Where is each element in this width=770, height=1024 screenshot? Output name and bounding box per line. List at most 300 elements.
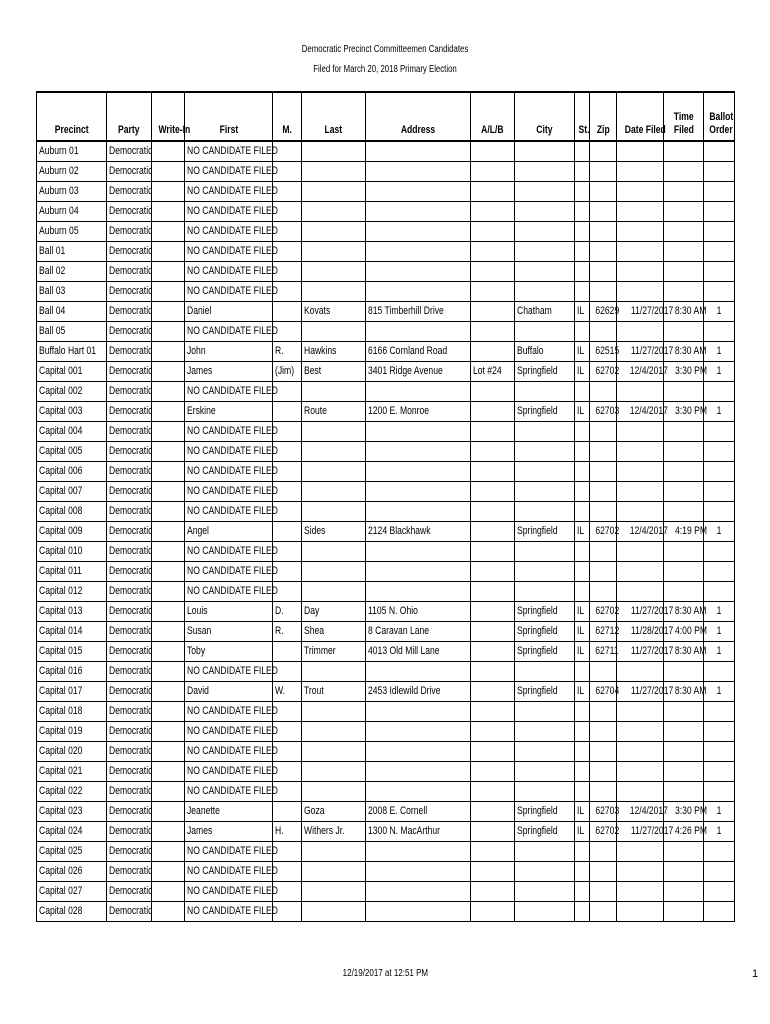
table-cell [471,842,515,862]
table-cell: Democratic [107,782,152,802]
table-cell: 2008 E. Cornell [366,802,471,822]
table-cell [664,422,704,442]
table-row [37,642,735,662]
table-cell: NO CANDIDATE FILED [185,742,273,762]
table-cell: 4:19 PM [664,522,704,542]
table-cell [302,862,366,882]
table-cell [704,782,735,802]
table-row [37,462,735,482]
table-cell: 1 [704,402,735,422]
table-cell [152,242,185,262]
table-cell [152,342,185,362]
table-cell [575,842,590,862]
table-cell [590,702,617,722]
table-cell [590,462,617,482]
table-cell [664,862,704,882]
table-cell: 11/27/2017 [617,682,664,702]
table-cell: Lot #24 [471,362,515,382]
table-cell: 3:30 PM [664,402,704,422]
table-cell [617,141,664,162]
table-cell: 4013 Old Mill Lane [366,642,471,662]
table-cell: Democratic [107,562,152,582]
table-cell [664,842,704,862]
table-body [37,141,735,922]
table-cell: 2124 Blackhawk [366,522,471,542]
table-cell: Democratic [107,802,152,822]
table-cell: Capital 002 [37,382,107,402]
table-cell [704,282,735,302]
table-cell: Auburn 04 [37,202,107,222]
table-cell [471,162,515,182]
table-cell: 1105 N. Ohio [366,602,471,622]
table-row [37,902,735,922]
column-header: Last [302,92,366,141]
table-cell [302,562,366,582]
table-cell [664,262,704,282]
table-cell [575,562,590,582]
table-cell: R. [273,342,302,362]
column-header: A/L/B [471,92,515,141]
table-cell: Capital 009 [37,522,107,542]
table-cell: Capital 020 [37,742,107,762]
table-cell [515,282,575,302]
table-cell: Democratic [107,702,152,722]
table-cell [704,882,735,902]
table-cell: Capital 004 [37,422,107,442]
table-cell: Democratic [107,262,152,282]
table-cell [704,442,735,462]
table-cell [617,762,664,782]
column-header: Address [366,92,471,141]
table-cell: Democratic [107,242,152,262]
table-cell [590,141,617,162]
table-cell [575,462,590,482]
table-cell [302,182,366,202]
table-cell: Democratic [107,502,152,522]
table-cell [515,662,575,682]
table-cell [152,702,185,722]
table-cell [152,842,185,862]
table-cell: Democratic [107,402,152,422]
table-cell [366,462,471,482]
table-row [37,242,735,262]
table-cell [664,722,704,742]
table-cell [704,702,735,722]
table-cell [515,702,575,722]
footer-timestamp: 12/19/2017 at 12:51 PM [342,968,428,979]
table-cell [515,262,575,282]
table-cell [575,582,590,602]
table-cell [664,662,704,682]
table-cell [515,141,575,162]
table-cell [704,462,735,482]
table-row [37,162,735,182]
table-cell [152,602,185,622]
table-cell: NO CANDIDATE FILED [185,162,273,182]
table-cell [366,141,471,162]
table-cell [471,342,515,362]
table-cell: NO CANDIDATE FILED [185,582,273,602]
table-cell [471,202,515,222]
table-cell: Capital 022 [37,782,107,802]
table-cell: D. [273,602,302,622]
table-cell: NO CANDIDATE FILED [185,282,273,302]
table-cell [617,322,664,342]
table-cell [302,742,366,762]
table-cell [590,222,617,242]
table-cell: Democratic [107,422,152,442]
table-cell: Democratic [107,642,152,662]
table-cell [366,182,471,202]
table-cell: (Jim) [273,362,302,382]
table-cell [152,622,185,642]
table-cell [471,282,515,302]
table-cell [704,482,735,502]
table-cell [664,702,704,722]
table-cell: Daniel [185,302,273,322]
table-cell: 3:30 PM [664,802,704,822]
table-cell [575,262,590,282]
table-cell [515,462,575,482]
table-cell [515,322,575,342]
table-cell [152,582,185,602]
table-cell: NO CANDIDATE FILED [185,542,273,562]
table-cell [575,882,590,902]
table-cell: 62515 [590,342,617,362]
table-cell [617,462,664,482]
table-cell [366,702,471,722]
table-cell: IL [575,362,590,382]
table-cell: NO CANDIDATE FILED [185,762,273,782]
table-cell [366,662,471,682]
table-cell [471,562,515,582]
table-cell [471,802,515,822]
table-cell [302,882,366,902]
table-row [37,602,735,622]
table-cell [273,802,302,822]
table-cell [664,482,704,502]
table-cell [590,422,617,442]
table-cell: 4:00 PM [664,622,704,642]
table-cell [590,482,617,502]
table-cell: R. [273,622,302,642]
table-cell [152,742,185,762]
table-cell: Capital 018 [37,702,107,722]
table-cell: 1 [704,362,735,382]
table-cell [617,382,664,402]
table-cell: NO CANDIDATE FILED [185,202,273,222]
table-cell [575,722,590,742]
table-cell: 8 Caravan Lane [366,622,471,642]
table-row [37,442,735,462]
table-cell [152,642,185,662]
table-cell [617,562,664,582]
table-cell [704,862,735,882]
table-cell: Democratic [107,362,152,382]
table-cell [664,582,704,602]
table-cell: 12/4/2017 [617,362,664,382]
table-cell: Ball 04 [37,302,107,322]
table-cell: James [185,822,273,842]
table-cell [590,662,617,682]
table-cell [471,522,515,542]
table-row [37,382,735,402]
table-cell [704,582,735,602]
table-cell: Democratic [107,682,152,702]
table-row [37,782,735,802]
table-cell [575,422,590,442]
table-cell [152,362,185,382]
table-cell [575,442,590,462]
table-cell [273,302,302,322]
table-row [37,222,735,242]
table-cell: Springfield [515,522,575,542]
table-cell [366,162,471,182]
table-cell: 8:30 AM [664,342,704,362]
table-cell: NO CANDIDATE FILED [185,782,273,802]
table-cell [273,402,302,422]
table-cell: 8:30 AM [664,642,704,662]
table-cell: Withers Jr. [302,822,366,842]
table-cell [302,462,366,482]
table-cell: Springfield [515,622,575,642]
table-cell: Springfield [515,802,575,822]
table-cell [617,162,664,182]
table-cell: NO CANDIDATE FILED [185,562,273,582]
table-cell: Democratic [107,862,152,882]
table-cell: Auburn 05 [37,222,107,242]
table-row [37,862,735,882]
table-cell [704,902,735,922]
table-cell [152,822,185,842]
table-cell [366,242,471,262]
table-cell: Democratic [107,162,152,182]
table-cell: 62702 [590,362,617,382]
table-cell [152,482,185,502]
table-cell: 1 [704,622,735,642]
table-cell: Auburn 02 [37,162,107,182]
table-cell [664,562,704,582]
table-cell: NO CANDIDATE FILED [185,722,273,742]
table-cell [617,422,664,442]
table-cell: NO CANDIDATE FILED [185,182,273,202]
table-cell [590,722,617,742]
table-cell [471,222,515,242]
table-cell [366,322,471,342]
table-cell [704,542,735,562]
table-cell [590,382,617,402]
table-cell [590,562,617,582]
table-cell: IL [575,342,590,362]
table-cell: Ball 03 [37,282,107,302]
table-cell [664,141,704,162]
table-cell [617,202,664,222]
table-cell [590,242,617,262]
table-row [37,882,735,902]
column-header: First [185,92,273,141]
table-cell [617,542,664,562]
table-cell [515,482,575,502]
table-cell [471,422,515,442]
table-cell: Auburn 03 [37,182,107,202]
table-cell [664,222,704,242]
table-cell [575,282,590,302]
column-header: M. [273,92,302,141]
table-cell [575,662,590,682]
table-cell: 8:30 AM [664,302,704,322]
table-cell [366,902,471,922]
table-cell: Springfield [515,822,575,842]
table-cell: Democratic [107,141,152,162]
table-row [37,722,735,742]
table-cell [471,702,515,722]
table-cell: Democratic [107,482,152,502]
table-cell: 62629 [590,302,617,322]
table-cell: NO CANDIDATE FILED [185,862,273,882]
table-cell [515,542,575,562]
table-cell [590,582,617,602]
table-cell [366,202,471,222]
table-cell: Capital 028 [37,902,107,922]
table-cell [366,842,471,862]
table-cell [366,382,471,402]
table-cell [366,282,471,302]
table-cell [152,322,185,342]
table-cell: 62703 [590,402,617,422]
table-cell [302,262,366,282]
table-cell [704,141,735,162]
table-cell [152,422,185,442]
table-cell [366,442,471,462]
table-cell [152,382,185,402]
table-cell [366,882,471,902]
table-row [37,422,735,442]
table-cell [617,862,664,882]
table-cell: Capital 006 [37,462,107,482]
table-cell: IL [575,822,590,842]
table-cell: Democratic [107,322,152,342]
table-cell [515,502,575,522]
table-cell: Capital 007 [37,482,107,502]
table-cell [302,482,366,502]
table-cell: Capital 021 [37,762,107,782]
table-row [37,802,735,822]
table-cell [152,682,185,702]
table-cell: NO CANDIDATE FILED [185,842,273,862]
table-cell: Democratic [107,842,152,862]
table-cell [590,282,617,302]
table-cell: 1200 E. Monroe [366,402,471,422]
table-cell [366,482,471,502]
table-cell: 11/28/2017 [617,622,664,642]
table-cell [590,442,617,462]
table-cell [152,402,185,422]
table-cell [366,542,471,562]
table-row [37,742,735,762]
page-number: 1 [752,968,759,980]
table-row [37,502,735,522]
table-cell: David [185,682,273,702]
table-cell [704,382,735,402]
table-cell: 12/4/2017 [617,402,664,422]
table-cell [366,262,471,282]
table-cell [704,842,735,862]
table-cell: Springfield [515,642,575,662]
table-cell [515,742,575,762]
table-cell [471,662,515,682]
table-cell: Capital 015 [37,642,107,662]
table-cell [152,141,185,162]
table-cell [152,722,185,742]
table-cell [471,482,515,502]
table-cell: Buffalo [515,342,575,362]
table-cell [590,322,617,342]
table-cell [366,862,471,882]
table-cell: Susan [185,622,273,642]
table-row [37,622,735,642]
table-cell [302,242,366,262]
column-header: City [515,92,575,141]
table-cell: 1 [704,342,735,362]
table-cell: 1 [704,602,735,622]
table-cell: NO CANDIDATE FILED [185,502,273,522]
table-cell [471,682,515,702]
table-cell [471,622,515,642]
table-cell: 1 [704,302,735,322]
table-cell [515,842,575,862]
table-cell [302,282,366,302]
table-cell: IL [575,622,590,642]
table-cell [704,422,735,442]
table-cell [515,382,575,402]
table-cell [515,182,575,202]
table-cell: NO CANDIDATE FILED [185,702,273,722]
table-cell [704,162,735,182]
table-cell [590,762,617,782]
column-header: St. [575,92,590,141]
table-cell [664,462,704,482]
table-cell [575,762,590,782]
table-cell: Capital 011 [37,562,107,582]
table-cell [515,762,575,782]
table-cell [617,722,664,742]
table-cell [273,642,302,662]
table-cell: NO CANDIDATE FILED [185,482,273,502]
table-cell: NO CANDIDATE FILED [185,442,273,462]
table-cell: Capital 017 [37,682,107,702]
table-cell: IL [575,402,590,422]
table-cell [575,141,590,162]
table-cell [152,662,185,682]
table-cell: 815 Timberhill Drive [366,302,471,322]
table-cell [152,262,185,282]
table-cell [575,862,590,882]
table-cell [664,442,704,462]
table-row [37,702,735,722]
table-cell [152,302,185,322]
table-cell [617,582,664,602]
table-cell [471,262,515,282]
column-header: Time Filed [664,92,704,141]
table-cell [575,902,590,922]
table-cell: Ball 01 [37,242,107,262]
table-cell [152,522,185,542]
table-cell: Buffalo Hart 01 [37,342,107,362]
table-cell: NO CANDIDATE FILED [185,322,273,342]
table-cell [617,902,664,922]
table-row [37,182,735,202]
table-cell [366,722,471,742]
